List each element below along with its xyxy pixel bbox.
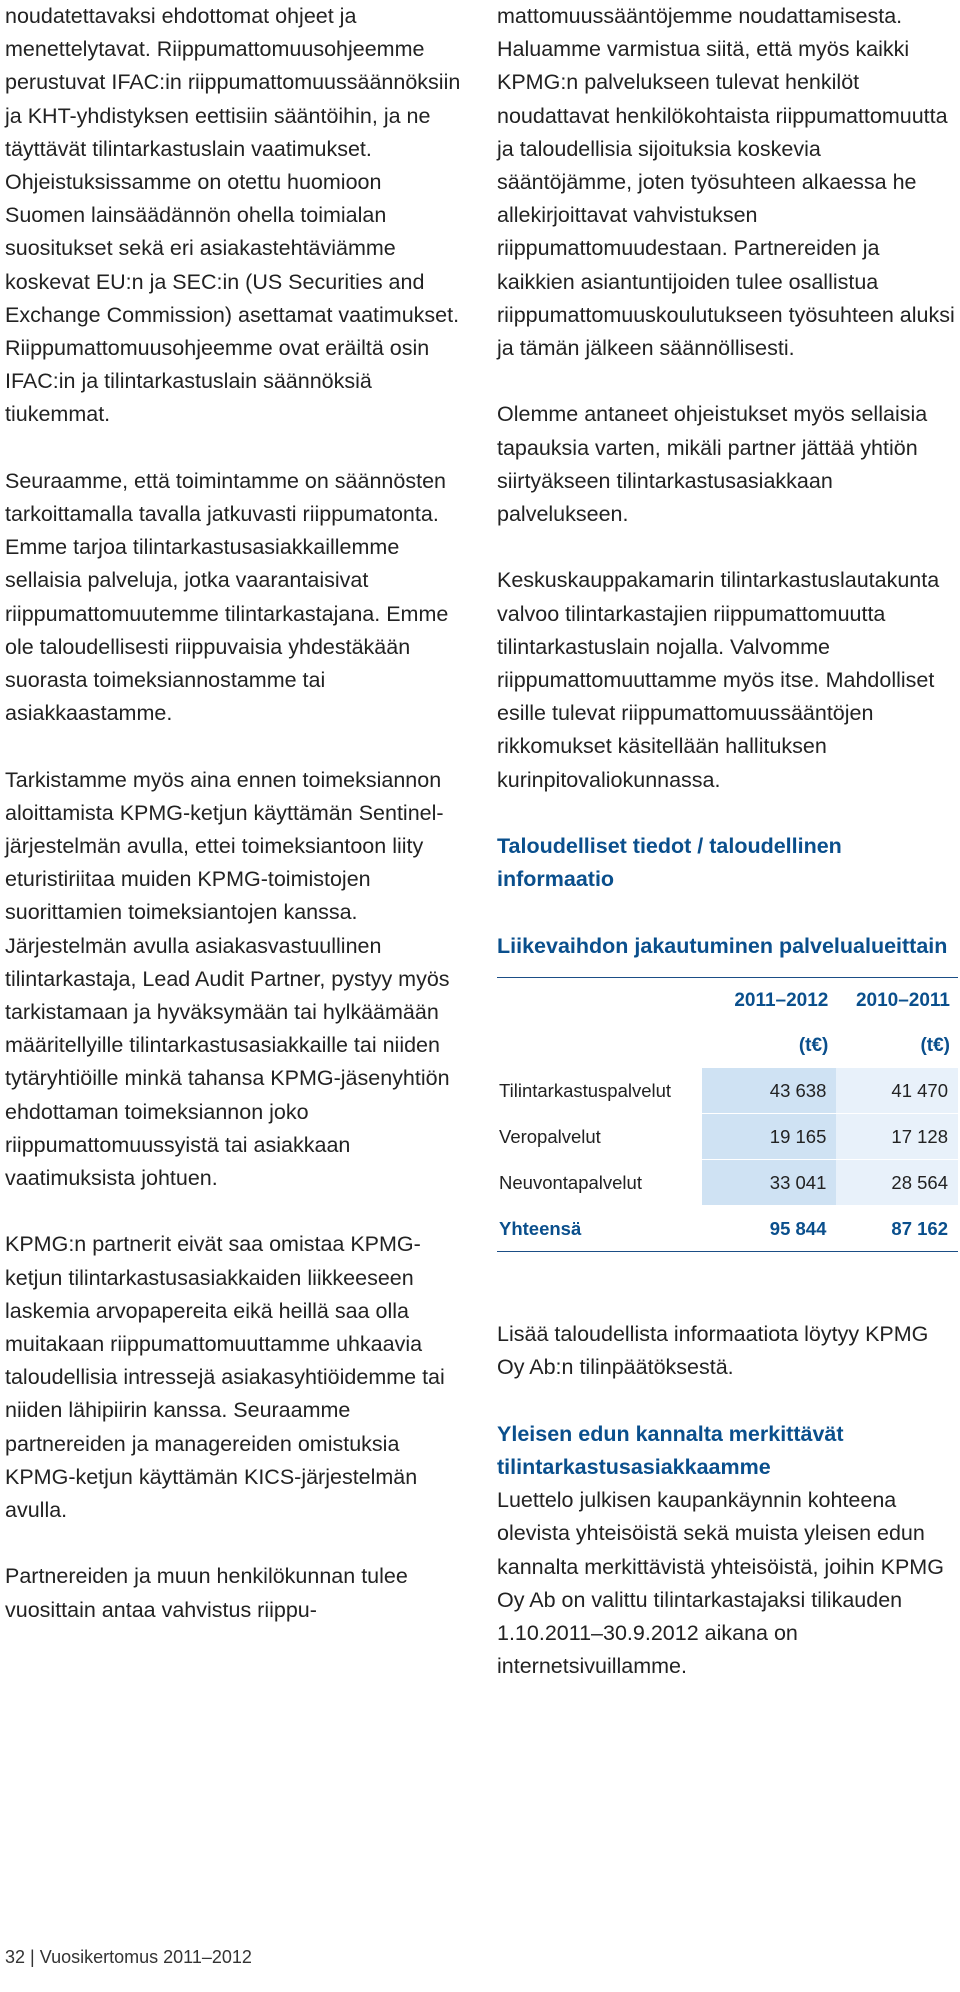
paragraph-supervision: Keskuskauppakamarin tilintarkastuslautakunta valvoo tilintarkastajien riippumattomuutta tilintarkastuslain nojalla. Valvomme riippumattomuuttamme myös itse. Mahdolliset esille tulevat riippumattomuussääntöjen rikkomukset käsitellään hallituksen kurinpitovaliokunnassa. <box>497 568 940 792</box>
footer-separator: | <box>30 1947 35 1967</box>
table-total-row <box>497 1205 958 1251</box>
table-unit-row <box>497 1023 958 1068</box>
total-previous: 87 162 <box>836 1205 958 1251</box>
row-label: Neuvontapalvelut <box>497 1159 702 1205</box>
heading-financial-information: Taloudelliset tiedot / taloudellinen informaatio <box>497 834 842 892</box>
paragraph-partner-leaving: Olemme antaneet ohjeistukset myös sellaisia tapauksia varten, mikäli partner jättää yhtiön siirtyäkseen tilintarkastusasiakkaan palvelukseen. <box>497 402 928 527</box>
value-current: 33 041 <box>702 1159 837 1205</box>
page-number: 32 <box>5 1947 26 1967</box>
footer-title: Vuosikertomus 2011–2012 <box>39 1947 252 1967</box>
paragraph-sentinel: Tarkistamme myös aina ennen toimeksiannon aloittamista KPMG-ketjun käyttämän Sentinel-järjestelmän avulla, ettei toimeksiantoon liity eturistiriitaa muiden KPMG-toimistojen suorittamien toimeksiantojen kanssa. Järjestelmän avulla asiakasvastuullinen tilintarkastaja, Lead Audit Partner, pystyy myös tarkistamaan ja hyväksymään tai hylkäämään määritellyille tilintarkastusasiakkaille tai niiden tytäryhtiöille minkä tahansa KPMG-jäsenyhtiön ehdottaman toimeksiannon joko riippumattomuussyistä tai asiakkaan vaatimuksista johtuen. <box>5 767 450 1191</box>
right-column <box>497 0 957 1683</box>
left-column <box>5 0 465 1627</box>
value-previous: 28 564 <box>836 1159 958 1205</box>
value-current: 43 638 <box>702 1068 837 1114</box>
heading-revenue-breakdown: Liikevaihdon jakautuminen palvelualueittain <box>497 933 948 958</box>
value-previous: 41 470 <box>836 1068 958 1114</box>
paragraph-public-interest: Luettelo julkisen kaupankäynnin kohteena olevista yhteisöistä sekä muista yleisen edun kannalta merkittävistä yhteisöistä, joihin KPMG Oy Ab on valittu tilintarkastajaksi tilikauden 1.10.2011–30.9.2012 aikana on internetsivuillamme. <box>497 1488 944 1679</box>
table-row <box>497 1159 958 1205</box>
total-label: Yhteensä <box>497 1205 702 1251</box>
paragraph-monitoring: Seuraamme, että toimintamme on säännösten tarkoittamalla tavalla jatkuvasti riippumatonta. Emme tarjoa tilintarkastusasiakkaillemme sellaisia palveluja, jotka vaarantaisivat riippumattomuutemme tilintarkastajana. Emme ole taloudellisesti riippuvaisia yhdestäkään suorasta toimeksiannostamme tai asiakkaastamme. <box>5 468 449 726</box>
value-previous: 17 128 <box>836 1113 958 1159</box>
column-header-2010-2011: 2010–2011 <box>855 989 950 1011</box>
paragraph-confirmation-continued: mattomuussääntöjemme noudattamisesta. Haluamme varmistua siitä, että myös kaikki KPMG:n palvelukseen tulevat henkilöt noudattavat henkilökohtaista riippumattomuutta ja taloudellisia sijoituksia koskevia sääntöjämme, joten työsuhteen alkaessa he allekirjoittavat vahvistuksen riippumattomuudestaan. Partnereiden ja kaikkien asiantuntijoiden tulee osallistua riippumattomuuskoulutukseen työsuhteen aluksi ja tämän jälkeen säännöllisesti. <box>497 4 955 361</box>
page-footer <box>5 1947 252 1968</box>
paragraph-annual-confirmation: Partnereiden ja muun henkilökunnan tulee vuosittain antaa vahvistus riippu- <box>5 1564 408 1622</box>
total-current: 95 844 <box>702 1205 837 1251</box>
row-label: Tilintarkastuspalvelut <box>497 1068 702 1114</box>
value-current: 19 165 <box>702 1113 837 1159</box>
table-header-row <box>497 977 958 1023</box>
paragraph-independence-guidelines: noudatettavaksi ehdottomat ohjeet ja menettelytavat. Riippumattomuusohjeemme perustuvat IFAC:in riippumattomuussäännöksiin ja KHT-yhdistyksen eettisiin sääntöihin, ja ne täyttävät tilintarkastuslain vaatimukset. Ohjeistuksissamme on otettu huomioon Suomen lainsäädännön ohella toimialan suositukset sekä eri asiakastehtäviämme koskevat EU:n ja SEC:in (US Securities and Exchange Commission) asettamat vaatimukset. Riippumattomuusohjeemme ovat eräiltä osin IFAC:in ja tilintarkastuslain säännöksiä tiukemmat. <box>5 4 461 427</box>
table-row <box>497 1113 958 1159</box>
paragraph-more-info: Lisää taloudellista informaatiota löytyy KPMG Oy Ab:n tilinpäätöksestä. <box>497 1322 929 1380</box>
column-header-2011-2012: 2011–2012 <box>734 989 829 1011</box>
heading-public-interest-clients: Yleisen edun kannalta merkittävät tilintarkastusasiakkaamme <box>497 1421 844 1479</box>
table-row <box>497 1068 958 1114</box>
row-label: Veropalvelut <box>497 1113 702 1159</box>
revenue-table <box>497 977 958 1252</box>
unit-label: (t€) <box>920 1034 950 1056</box>
paragraph-partner-ownership: KPMG:n partnerit eivät saa omistaa KPMG-ketjun tilintarkastusasiakkaiden liikkeeseen laskemia arvopapereita eikä heillä saa olla muitakaan riippumattomuuttamme uhkaavia taloudellisia intressejä asiakasyhtiöidemme tai niiden lähipiirin kanssa. Seuraamme partnereiden ja managereiden omistuksia KPMG-ketjun käyttämän KICS-järjestelmän avulla. <box>5 1232 445 1523</box>
unit-label: (t€) <box>798 1034 829 1056</box>
